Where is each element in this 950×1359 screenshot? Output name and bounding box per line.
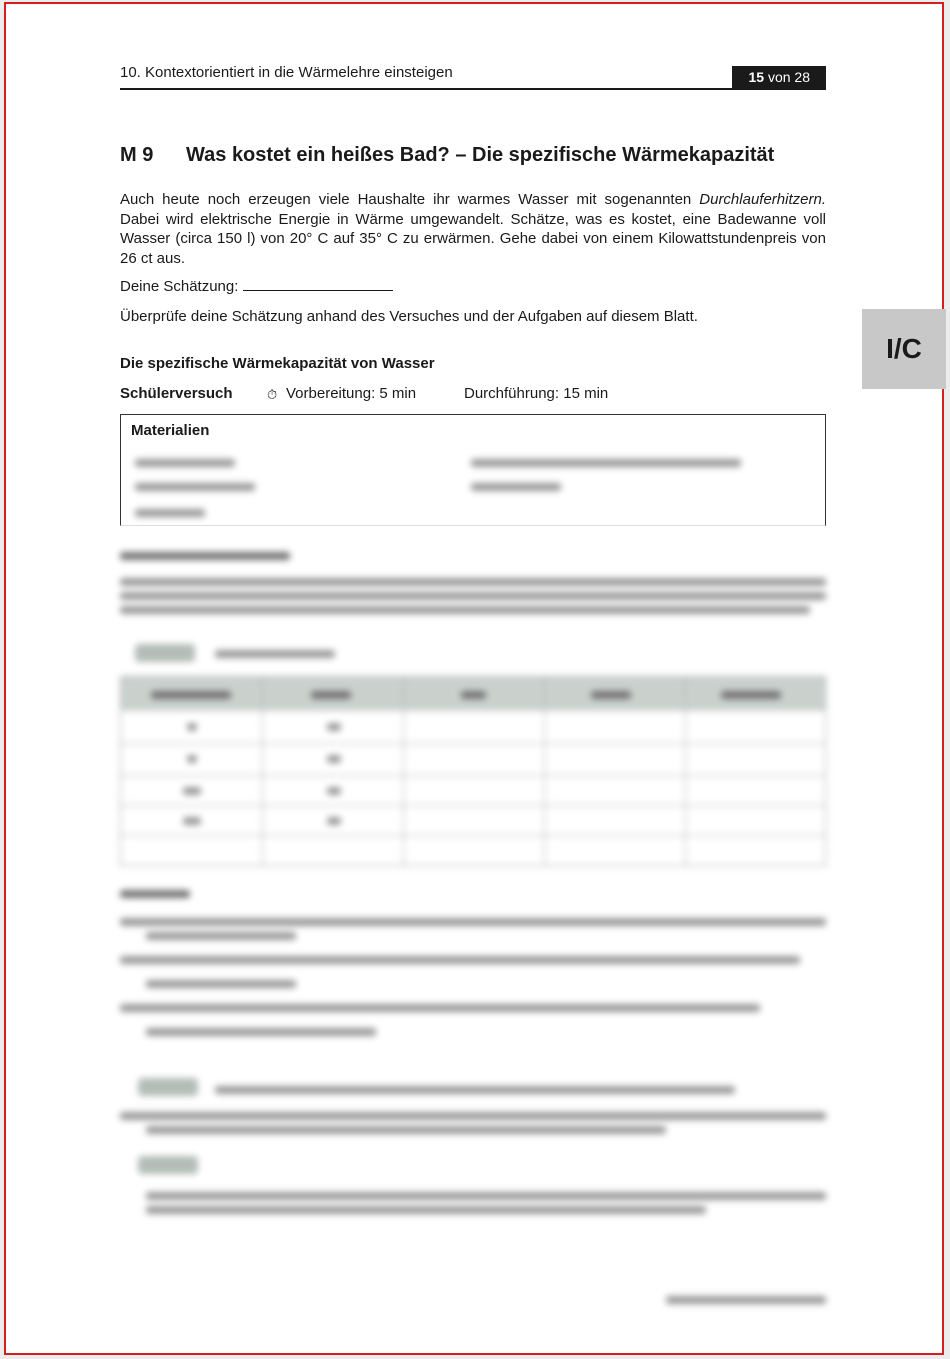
preparation-time: Vorbereitung: 5 min bbox=[286, 385, 417, 402]
execution-time: Durchführung: 15 min bbox=[464, 385, 609, 402]
clock-icon: ⏱ bbox=[267, 387, 278, 402]
chapter-title: 10. Kontextorientiert in die Wärmelehre einsteigen bbox=[120, 64, 453, 81]
estimate-blank[interactable] bbox=[243, 278, 393, 291]
tasks-heading-blurred bbox=[120, 884, 826, 904]
materials-title: Materialien bbox=[131, 422, 210, 439]
intro-paragraph bbox=[120, 190, 826, 268]
estimate-label: Deine Schätzung: bbox=[120, 278, 239, 295]
title-number: M 9 bbox=[120, 144, 154, 166]
tip-badge-blurred-3 bbox=[138, 1156, 198, 1174]
tip-badge-blurred-2 bbox=[138, 1078, 198, 1096]
page-number-badge bbox=[732, 66, 826, 88]
tip-badge-blurred bbox=[135, 644, 195, 662]
page-total: von 28 bbox=[767, 69, 810, 85]
experiment-type: Schülerversuch bbox=[120, 385, 233, 402]
check-paragraph: Überprüfe deine Schätzung anhand des Versuches und der Aufgaben auf diesem Blatt. bbox=[120, 308, 698, 325]
intro-italic: Durchlauferhitzern. bbox=[699, 191, 826, 208]
estimate-line bbox=[120, 277, 826, 297]
section-heading: Die spezifische Wärmekapazität von Wasser bbox=[120, 355, 435, 372]
tasks-text-blurred bbox=[120, 912, 826, 1042]
page-current: 15 bbox=[748, 69, 765, 85]
intro-text-1: Auch heute noch erzeugen viele Haushalte ihr warmes Wasser mit sogenannten bbox=[120, 191, 700, 208]
procedure-text-blurred bbox=[120, 572, 826, 620]
title-text: Was kostet ein heißes Bad? – Die spezifische Wärmekapazität bbox=[186, 144, 775, 166]
footer-blurred bbox=[666, 1290, 826, 1310]
section-tab: I/C bbox=[862, 309, 946, 389]
procedure-heading-blurred bbox=[120, 546, 826, 566]
intro-text-2: Dabei wird elektrische Energie in Wärme umgewandelt. Schätze, was es kostet, eine Badewanne voll Wasser (circa 150 l) von 20° C auf 35° C zu erwärmen. Gehe dabei von einem Kilowattstundenpreis von 26 ct aus. bbox=[120, 210, 826, 267]
page-header bbox=[120, 64, 826, 90]
materials-box bbox=[120, 414, 826, 526]
results-table-blurred bbox=[120, 676, 826, 866]
